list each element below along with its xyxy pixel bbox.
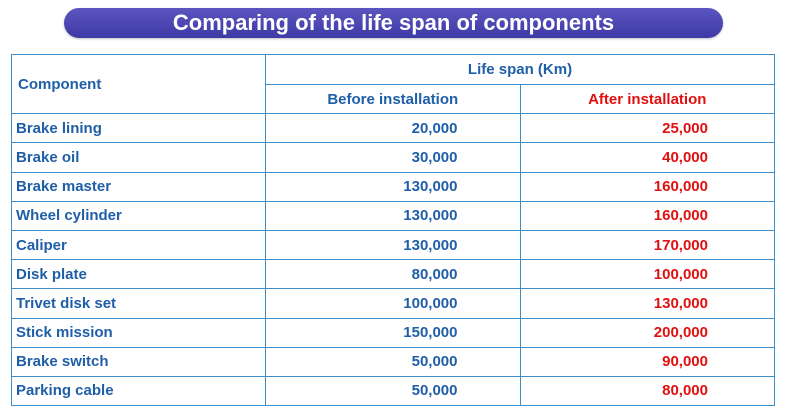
before-cell: 50,000 (266, 347, 521, 376)
life-span-header: Life span (Km) (266, 55, 775, 85)
after-cell: 25,000 (520, 114, 775, 143)
component-cell: Wheel cylinder (12, 201, 266, 230)
before-cell: 100,000 (266, 289, 521, 318)
table-row (12, 201, 775, 230)
table-body (12, 114, 775, 406)
before-cell: 150,000 (266, 318, 521, 347)
before-cell: 130,000 (266, 172, 521, 201)
table-row (12, 376, 775, 405)
after-cell: 130,000 (520, 289, 775, 318)
before-cell: 20,000 (266, 114, 521, 143)
component-header: Component (12, 55, 266, 114)
page-title: Comparing of the life span of components (64, 8, 723, 38)
component-cell: Brake master (12, 172, 266, 201)
table-row (12, 260, 775, 289)
before-cell: 30,000 (266, 143, 521, 172)
after-cell: 80,000 (520, 376, 775, 405)
component-cell: Brake lining (12, 114, 266, 143)
after-cell: 160,000 (520, 201, 775, 230)
before-cell: 50,000 (266, 376, 521, 405)
before-installation-header: Before installation (266, 85, 521, 114)
before-cell: 130,000 (266, 230, 521, 259)
table-row (12, 347, 775, 376)
after-installation-header: After installation (520, 85, 775, 114)
after-cell: 40,000 (520, 143, 775, 172)
table-row (12, 318, 775, 347)
before-cell: 130,000 (266, 201, 521, 230)
component-cell: Caliper (12, 230, 266, 259)
after-cell: 160,000 (520, 172, 775, 201)
table-row (12, 114, 775, 143)
after-cell: 100,000 (520, 260, 775, 289)
component-cell: Trivet disk set (12, 289, 266, 318)
table-row (12, 172, 775, 201)
component-cell: Parking cable (12, 376, 266, 405)
after-cell: 170,000 (520, 230, 775, 259)
table-row (12, 143, 775, 172)
after-cell: 90,000 (520, 347, 775, 376)
table-row (12, 289, 775, 318)
table-row (12, 230, 775, 259)
component-cell: Brake oil (12, 143, 266, 172)
after-cell: 200,000 (520, 318, 775, 347)
component-cell: Brake switch (12, 347, 266, 376)
component-cell: Disk plate (12, 260, 266, 289)
component-cell: Stick mission (12, 318, 266, 347)
before-cell: 80,000 (266, 260, 521, 289)
life-span-table (11, 54, 775, 406)
